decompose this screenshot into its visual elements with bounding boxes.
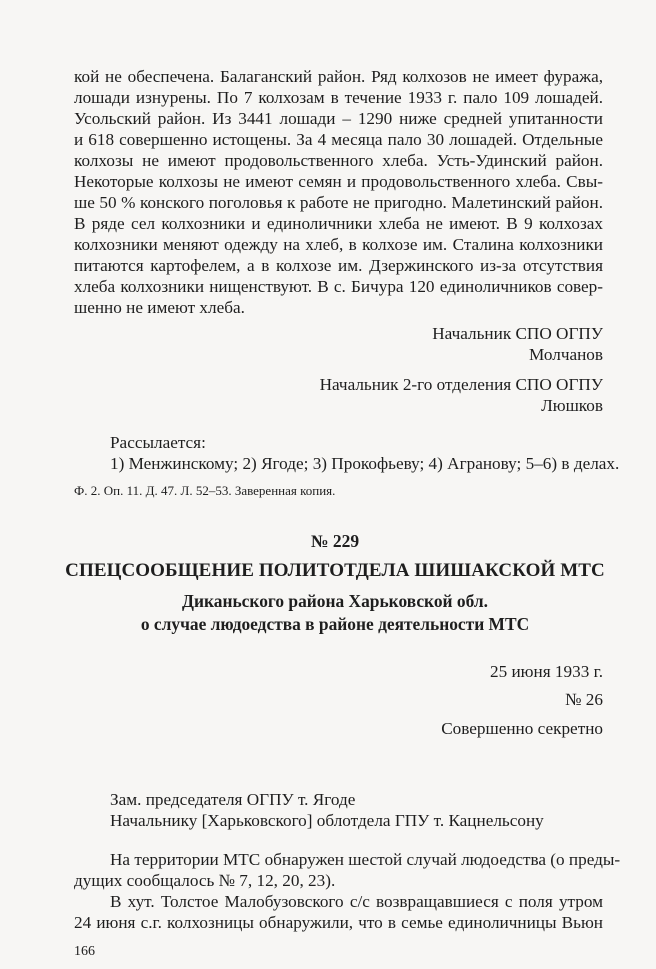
intro-line: В ряде сел колхозники и единоличники хлеба не имеют. В 9 колхозах	[74, 214, 603, 233]
intro-line: и 618 совершенно истощены. За 4 месяца пало 30 лошадей. Отдельные	[74, 130, 603, 149]
intro-line: кой не обеспечена. Балаганский район. Ряд колхозов не имеет фуража,	[74, 67, 603, 86]
signature-name-1: Молчанов	[529, 345, 603, 364]
intro-line: колхозники меняют одежду на хлеб, в колхозе им. Сталина колхозники	[74, 235, 603, 254]
document-ref-number: № 26	[565, 690, 603, 709]
signature-title-2: Начальник 2-го отделения СПО ОГПУ	[319, 375, 603, 394]
intro-line: Усольский район. Из 3441 лошади – 1290 ниже средней упитанности	[74, 109, 603, 128]
body-line: 24 июня с.г. колхозницы обнаружили, что в семье единоличницы Вьюн	[74, 913, 603, 932]
intro-line: питаются картофелем, а в колхозе им. Дзержинского из-за отсутствия	[74, 256, 603, 275]
document-number: № 229	[310, 531, 360, 551]
document-title: СПЕЦСООБЩЕНИЕ ПОЛИТОТДЕЛА ШИШАКСКОЙ МТС	[65, 560, 605, 581]
addressee-1: Зам. председателя ОГПУ т. Ягоде	[110, 790, 356, 809]
page-number: 166	[74, 944, 95, 959]
document-subtitle-2: о случае людоедства в районе деятельности МТС	[140, 614, 530, 634]
addressee-2: Начальнику [Харьковского] облотдела ГПУ т. Кацнельсону	[110, 811, 544, 830]
distribution-list: 1) Менжинскому; 2) Ягоде; 3) Прокофьеву; 4) Агранову; 5–6) в делах.	[110, 454, 620, 473]
intro-line: Некоторые колхозы не имеют семян и продовольственного хлеба. Свы-	[74, 172, 603, 191]
intro-line: колхозы не имеют продовольственного хлеба. Усть-Удинский район.	[74, 151, 603, 170]
distribution-label: Рассылается:	[110, 433, 206, 452]
intro-line: лошади изнурены. По 7 колхозам в течение 1933 г. пало 109 лошадей.	[74, 88, 603, 107]
intro-line: хлеба колхозники нищенствуют. В с. Бичура 120 единоличников совер-	[74, 277, 603, 296]
intro-line: ше 50 % конского поголовья к работе не пригодно. Малетинский район.	[74, 193, 603, 212]
signature-title-1: Начальник СПО ОГПУ	[432, 324, 603, 343]
body-line: На территории МТС обнаружен шестой случай людоедства (о преды-	[110, 850, 621, 869]
document-date: 25 июня 1933 г.	[489, 662, 603, 681]
intro-line: шенно не имеют хлеба.	[74, 298, 245, 317]
document-subtitle-1: Диканьского района Харьковской обл.	[182, 591, 488, 611]
signature-name-2: Люшков	[541, 396, 603, 415]
body-line: дущих сообщалось № 7, 12, 20, 23).	[74, 871, 336, 890]
body-line: В хут. Толстое Малобузовского с/с возвращавшиеся с поля утром	[110, 892, 603, 911]
archive-reference: Ф. 2. Оп. 11. Д. 47. Л. 52–53. Заверенная копия.	[74, 483, 336, 498]
classification-stamp: Совершенно секретно	[441, 719, 603, 738]
